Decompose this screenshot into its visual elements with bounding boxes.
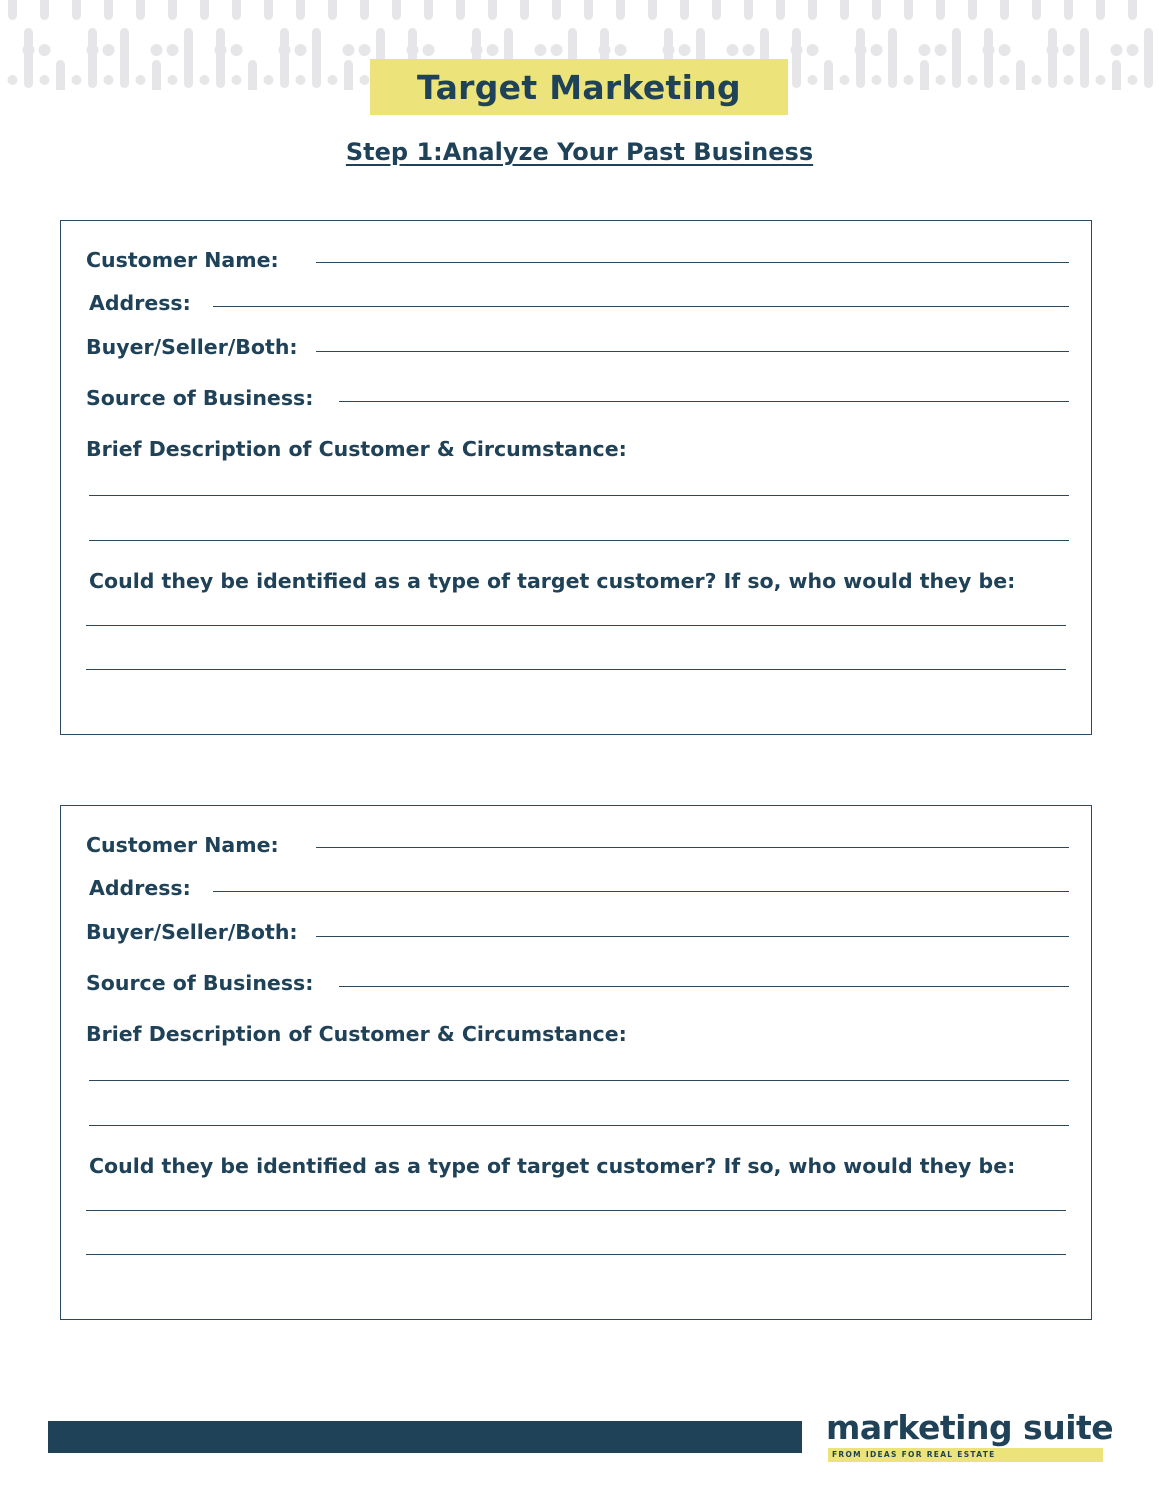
pattern-pill — [88, 28, 97, 88]
pattern-dot — [72, 75, 82, 85]
address-field[interactable] — [213, 306, 1069, 307]
pattern-dot — [871, 44, 883, 56]
pattern-pill — [424, 0, 433, 20]
pattern-pill — [1000, 0, 1009, 20]
source-label: Source of Business: — [86, 386, 314, 410]
pattern-pill — [8, 0, 17, 20]
pattern-pill — [1128, 0, 1137, 20]
pattern-dot — [296, 75, 306, 85]
pattern-pill — [216, 28, 225, 88]
pattern-pill — [824, 60, 833, 90]
pattern-pill — [808, 0, 817, 20]
pattern-pill — [120, 28, 129, 88]
pattern-dot — [487, 44, 499, 56]
pattern-dot — [551, 44, 563, 56]
pattern-pill — [1032, 0, 1041, 20]
pattern-dot — [1127, 44, 1139, 56]
pattern-pill — [104, 0, 113, 20]
pattern-dot — [808, 75, 818, 85]
pattern-dot — [840, 75, 850, 85]
pattern-pill — [168, 0, 177, 20]
pattern-pill — [680, 0, 689, 20]
pattern-pill — [840, 0, 849, 20]
customer-name-label: Customer Name: — [86, 833, 279, 857]
pattern-pill — [952, 28, 961, 88]
target-answer-line-2[interactable] — [86, 1254, 1066, 1255]
pattern-dot — [8, 75, 18, 85]
pattern-dot — [232, 75, 242, 85]
buyer-seller-field[interactable] — [316, 351, 1069, 352]
pattern-dot — [151, 44, 163, 56]
pattern-dot — [360, 75, 370, 85]
description-line-1[interactable] — [89, 495, 1069, 496]
pattern-pill — [1112, 60, 1121, 90]
description-label: Brief Description of Customer & Circumstance: — [86, 437, 627, 461]
pattern-dot — [679, 44, 691, 56]
pattern-pill — [936, 0, 945, 20]
pattern-pill — [1080, 28, 1089, 88]
pattern-dot — [343, 44, 355, 56]
pattern-pill — [888, 28, 897, 88]
pattern-dot — [136, 75, 146, 85]
pattern-pill — [360, 0, 369, 20]
pattern-dot — [231, 44, 243, 56]
description-line-2[interactable] — [89, 540, 1069, 541]
source-field[interactable] — [339, 986, 1069, 987]
pattern-pill — [520, 0, 529, 20]
pattern-pill — [616, 0, 625, 20]
customer-name-field[interactable] — [316, 847, 1069, 848]
pattern-pill — [184, 28, 193, 88]
pattern-dot — [999, 44, 1011, 56]
pattern-pill — [24, 28, 33, 88]
pattern-dot — [40, 75, 50, 85]
pattern-pill — [984, 28, 993, 88]
pattern-dot — [727, 44, 739, 56]
pattern-pill — [904, 0, 913, 20]
pattern-pill — [648, 0, 657, 20]
pattern-pill — [856, 28, 865, 88]
pattern-dot — [535, 44, 547, 56]
pattern-dot — [103, 44, 115, 56]
pattern-pill — [344, 60, 353, 90]
pattern-pill — [72, 0, 81, 20]
pattern-dot — [904, 75, 914, 85]
pattern-dot — [264, 75, 274, 85]
page-subtitle: Step 1:Analyze Your Past Business — [345, 138, 814, 166]
pattern-dot — [200, 75, 210, 85]
pattern-dot — [935, 44, 947, 56]
marketing-suite-logo — [826, 1408, 1114, 1459]
buyer-seller-label: Buyer/Seller/Both: — [86, 920, 298, 944]
address-field[interactable] — [213, 891, 1069, 892]
pattern-pill — [152, 60, 161, 90]
logo-tagline: FROM IDEAS FOR REAL ESTATE — [832, 1450, 996, 1459]
pattern-pill — [920, 60, 929, 90]
pattern-dot — [872, 75, 882, 85]
pattern-dot — [1064, 75, 1074, 85]
footer-bar — [48, 1421, 802, 1453]
pattern-pill — [248, 60, 257, 90]
pattern-pill — [40, 0, 49, 20]
address-label: Address: — [89, 291, 191, 315]
buyer-seller-label: Buyer/Seller/Both: — [86, 335, 298, 359]
buyer-seller-field[interactable] — [316, 936, 1069, 937]
pattern-pill — [1144, 28, 1153, 88]
target-answer-line-1[interactable] — [86, 1210, 1066, 1211]
pattern-pill — [136, 0, 145, 20]
pattern-pill — [392, 0, 401, 20]
pattern-pill — [232, 0, 241, 20]
pattern-pill — [744, 0, 753, 20]
pattern-dot — [1111, 44, 1123, 56]
pattern-pill — [312, 28, 321, 88]
customer-name-field[interactable] — [316, 262, 1069, 263]
pattern-pill — [552, 0, 561, 20]
logo-wordmark: marketing suite — [826, 1408, 1114, 1447]
pattern-pill — [1096, 0, 1105, 20]
pattern-dot — [1096, 75, 1106, 85]
pattern-dot — [936, 75, 946, 85]
description-line-2[interactable] — [89, 1125, 1069, 1126]
target-question-label: Could they be identified as a type of target customer? If so, who would they be: — [89, 1154, 1016, 1178]
pattern-dot — [919, 44, 931, 56]
pattern-pill — [968, 0, 977, 20]
pattern-dot — [168, 75, 178, 85]
pattern-pill — [200, 0, 209, 20]
pattern-dot — [807, 44, 819, 56]
pattern-pill — [456, 0, 465, 20]
pattern-pill — [1064, 0, 1073, 20]
customer-form-card-2 — [60, 805, 1092, 1320]
pattern-dot — [743, 44, 755, 56]
pattern-dot — [328, 75, 338, 85]
pattern-dot — [1128, 75, 1138, 85]
pattern-dot — [423, 44, 435, 56]
target-question-label: Could they be identified as a type of target customer? If so, who would they be: — [89, 569, 1016, 593]
pattern-dot — [968, 75, 978, 85]
source-field[interactable] — [339, 401, 1069, 402]
address-label: Address: — [89, 876, 191, 900]
pattern-pill — [584, 0, 593, 20]
pattern-pill — [1016, 60, 1025, 90]
description-label: Brief Description of Customer & Circumstance: — [86, 1022, 627, 1046]
target-answer-line-2[interactable] — [86, 669, 1066, 670]
pattern-pill — [712, 0, 721, 20]
pattern-dot — [1063, 44, 1075, 56]
pattern-dot — [359, 44, 371, 56]
pattern-pill — [792, 28, 801, 88]
title-banner — [370, 59, 788, 115]
customer-form-card-1 — [60, 220, 1092, 735]
pattern-dot — [1032, 75, 1042, 85]
pattern-pill — [328, 0, 337, 20]
pattern-dot — [295, 44, 307, 56]
pattern-pill — [264, 0, 273, 20]
customer-name-label: Customer Name: — [86, 248, 279, 272]
pattern-dot — [615, 44, 627, 56]
target-answer-line-1[interactable] — [86, 625, 1066, 626]
pattern-pill — [280, 28, 289, 88]
pattern-pill — [872, 0, 881, 20]
pattern-dot — [167, 44, 179, 56]
pattern-dot — [104, 75, 114, 85]
page-title: Target Marketing — [417, 67, 741, 107]
pattern-dot — [39, 44, 51, 56]
source-label: Source of Business: — [86, 971, 314, 995]
pattern-dot — [1000, 75, 1010, 85]
pattern-pill — [1048, 28, 1057, 88]
pattern-pill — [56, 60, 65, 90]
description-line-1[interactable] — [89, 1080, 1069, 1081]
pattern-pill — [488, 0, 497, 20]
pattern-pill — [296, 0, 305, 20]
pattern-pill — [776, 0, 785, 20]
